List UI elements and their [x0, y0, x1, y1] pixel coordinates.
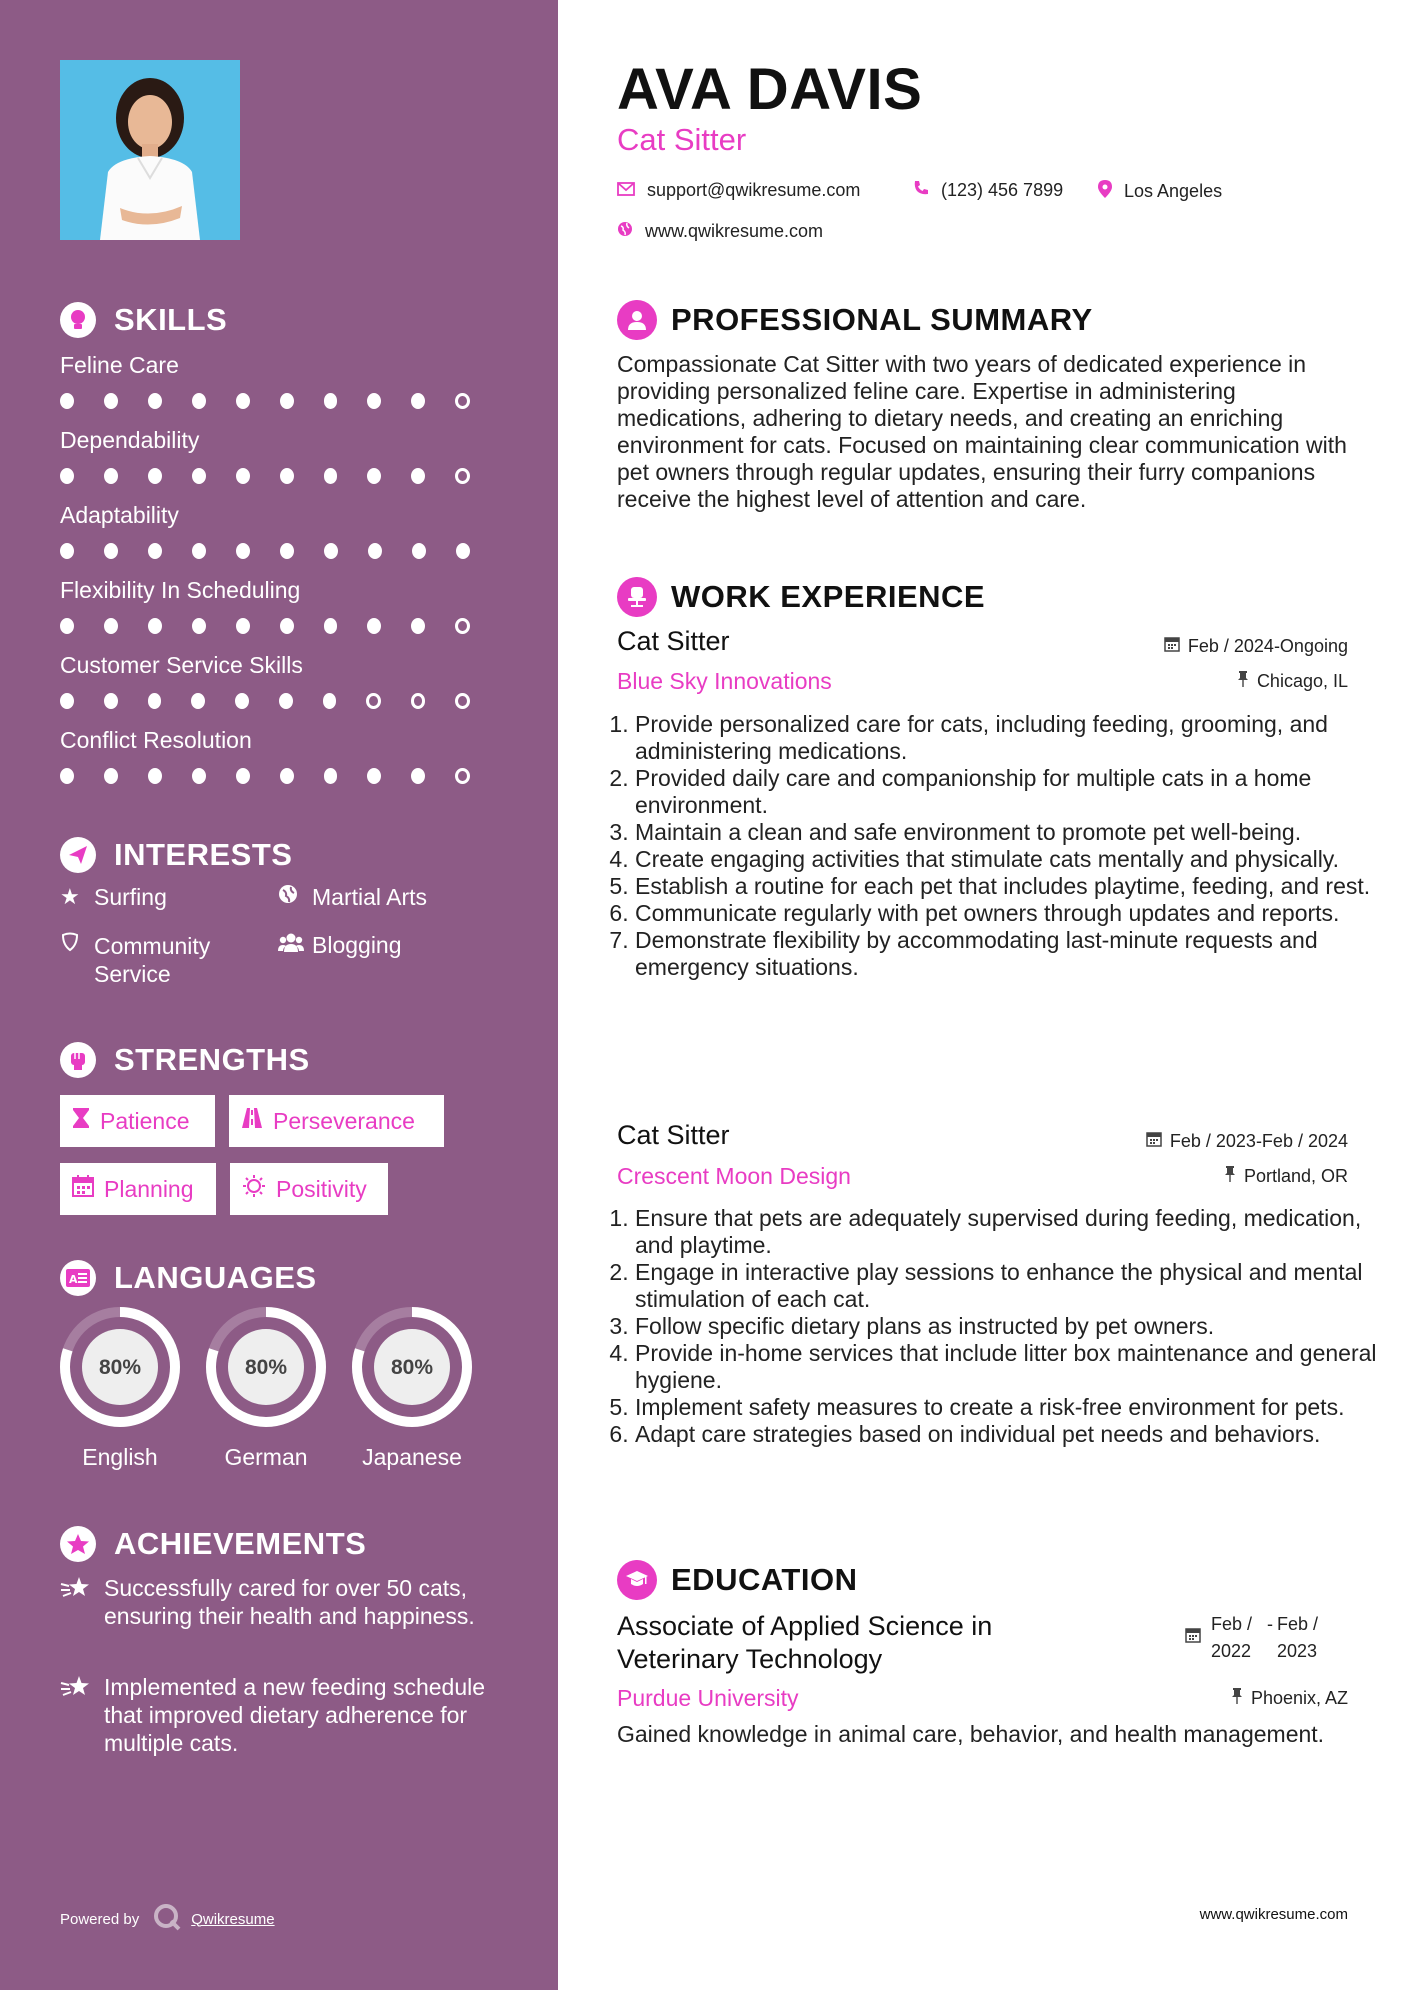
- rating-dot-filled: [412, 543, 426, 559]
- job-bullet: 3. Follow specific dietary plans as instructed by pet owners.: [635, 1313, 1377, 1340]
- strength-chip-perseverance: Perseverance: [229, 1095, 444, 1147]
- job-location: Portland, OR: [1224, 1166, 1348, 1187]
- education-school: Purdue University: [617, 1685, 799, 1711]
- rating-dot-filled: [411, 618, 425, 634]
- rating-dot-filled: [148, 468, 162, 484]
- star-icon: ★: [60, 884, 80, 909]
- job-bullet: 2. Provided daily care and companionship for multiple cats in a home environment.: [635, 765, 1377, 819]
- job-bullet: 5. Establish a routine for each pet that includes playtime, feeding, and rest.: [635, 873, 1377, 900]
- rating-dot-filled: [60, 543, 74, 559]
- experience-heading: WORK EXPERIENCE: [617, 577, 985, 617]
- rating-dot-filled: [367, 468, 381, 484]
- interest-item: Blogging: [278, 932, 402, 960]
- rating-dot-filled: [104, 768, 118, 784]
- rating-dot-filled: [104, 693, 118, 709]
- globe-icon: [278, 884, 304, 911]
- pushpin-icon: [1224, 1166, 1236, 1187]
- education-heading: EDUCATION: [617, 1560, 857, 1600]
- rating-dot-filled: [148, 393, 162, 409]
- skill-item: [60, 652, 500, 709]
- skill-rating: [60, 393, 500, 409]
- rating-dot-filled: [235, 693, 249, 709]
- rating-dot-filled: [236, 543, 250, 559]
- rating-dot-filled: [192, 543, 206, 559]
- rating-dot-filled: [60, 768, 74, 784]
- rating-dot-filled: [60, 693, 74, 709]
- job-bullet: 7. Demonstrate flexibility by accommodating last-minute requests and emergency situations.: [635, 927, 1377, 981]
- shooting-star-icon: [60, 1574, 104, 1630]
- skill-item: [60, 427, 500, 484]
- summary-heading: PROFESSIONAL SUMMARY: [617, 300, 1093, 340]
- rating-dot-filled: [279, 693, 293, 709]
- rating-dot-empty: [455, 393, 470, 409]
- rating-dot-filled: [323, 693, 337, 709]
- job-bullet: 5. Implement safety measures to create a risk-free environment for pets.: [635, 1394, 1377, 1421]
- education-description: Gained knowledge in animal care, behavior, and health management.: [617, 1721, 1325, 1747]
- interests-heading: INTERESTS: [60, 837, 292, 873]
- language-name: English: [82, 1444, 158, 1470]
- job-title: Cat Sitter: [617, 626, 730, 656]
- job-bullet: 1. Ensure that pets are adequately supervised during feeding, medication, and playtime.: [635, 1205, 1377, 1259]
- rating-dot-filled: [236, 618, 250, 634]
- rating-dot-empty: [455, 693, 470, 709]
- interest-item: Martial Arts: [278, 884, 427, 911]
- interest-item: ★ Surfing: [60, 884, 167, 910]
- achievements-heading: ACHIEVEMENTS: [60, 1526, 366, 1562]
- contact-email: [617, 180, 860, 201]
- language-progress-ring: [204, 1305, 328, 1429]
- hourglass-icon: [72, 1107, 90, 1135]
- rating-dot-filled: [368, 543, 382, 559]
- rating-dot-empty: [455, 468, 470, 484]
- job-bullet: 4. Provide in-home services that include litter box maintenance and general hygiene.: [635, 1340, 1377, 1394]
- chair-icon: [617, 577, 657, 617]
- lightbulb-icon: [60, 302, 96, 338]
- qwikresume-link[interactable]: Qwikresume: [191, 1910, 275, 1928]
- globe-icon: [617, 221, 633, 242]
- rating-dot-filled: [104, 618, 118, 634]
- achievement-item: Implemented a new feeding schedule that improved dietary adherence for multiple cats.: [60, 1673, 490, 1757]
- rating-dot-filled: [104, 393, 118, 409]
- calendar-icon: [1164, 636, 1180, 657]
- job-bullet: 1. Provide personalized care for cats, including feeding, grooming, and administering medications.: [635, 711, 1377, 765]
- job-date: Feb / 2023-Feb / 2024: [1146, 1131, 1348, 1152]
- rating-dot-filled: [191, 693, 205, 709]
- rating-dot-empty: [411, 693, 426, 709]
- skill-name: Conflict Resolution: [60, 727, 252, 753]
- fist-icon: [60, 1042, 96, 1078]
- skill-rating: [60, 618, 500, 634]
- star-badge-icon: [60, 1526, 96, 1562]
- language-percent: 80%: [390, 1356, 434, 1379]
- language-name: Japanese: [362, 1444, 462, 1470]
- job-bullet: 2. Engage in interactive play sessions to enhance the physical and mental stimulation of each cat.: [635, 1259, 1377, 1313]
- job-bullets: [609, 711, 1377, 981]
- skill-name: Adaptability: [60, 502, 179, 528]
- sidebar: [0, 0, 558, 1990]
- rating-dot-filled: [280, 393, 294, 409]
- skill-rating: [60, 468, 500, 484]
- graduation-cap-icon: [617, 1560, 657, 1600]
- language-progress-ring: [350, 1305, 474, 1429]
- language-item: [204, 1305, 328, 1471]
- skill-rating: [60, 693, 500, 709]
- job-company: Blue Sky Innovations: [617, 668, 832, 694]
- rating-dot-filled: [60, 618, 74, 634]
- rating-dot-filled: [192, 618, 206, 634]
- rating-dot-filled: [192, 768, 206, 784]
- rating-dot-filled: [148, 543, 162, 559]
- rating-dot-filled: [280, 768, 294, 784]
- rating-dot-filled: [411, 393, 425, 409]
- language-item: [58, 1305, 182, 1471]
- skill-name: Customer Service Skills: [60, 652, 303, 678]
- rating-dot-filled: [148, 693, 162, 709]
- job-bullets: [609, 1205, 1377, 1448]
- contact-location: Los Angeles: [1098, 180, 1222, 203]
- language-name: German: [224, 1444, 308, 1470]
- job-date: Feb / 2024-Ongoing: [1164, 636, 1348, 657]
- education-location: Phoenix, AZ: [1231, 1688, 1348, 1709]
- sun-icon: [242, 1174, 266, 1204]
- education-degree: Associate of Applied Science in Veterinary Technology: [617, 1611, 993, 1674]
- pushpin-icon: [1237, 671, 1249, 692]
- skills-heading: SKILLS: [60, 302, 227, 338]
- rating-dot-filled: [148, 768, 162, 784]
- users-icon: [278, 932, 304, 960]
- rating-dot-filled: [411, 768, 425, 784]
- rating-dot-filled: [324, 468, 338, 484]
- rating-dot-filled: [324, 618, 338, 634]
- language-percent: 80%: [98, 1356, 142, 1379]
- rating-dot-filled: [280, 468, 294, 484]
- date-separator: -: [1267, 1614, 1273, 1634]
- strengths-heading: STRENGTHS: [60, 1042, 310, 1078]
- candidate-title: Cat Sitter: [617, 122, 747, 157]
- skill-item: [60, 352, 500, 409]
- rating-dot-filled: [367, 618, 381, 634]
- language-icon: [60, 1260, 96, 1296]
- skill-item: [60, 727, 500, 784]
- map-pin-icon: [1098, 180, 1112, 203]
- footer-url[interactable]: www.qwikresume.com: [1199, 1906, 1348, 1923]
- language-item: [350, 1305, 474, 1471]
- rating-dot-filled: [104, 468, 118, 484]
- rating-dot-filled: [367, 768, 381, 784]
- skill-item: [60, 577, 500, 634]
- rating-dot-filled: [236, 468, 250, 484]
- skill-item: [60, 502, 500, 559]
- rating-dot-filled: [236, 768, 250, 784]
- svg-text:A: A: [69, 1273, 78, 1286]
- email-link[interactable]: support@qwikresume.com: [647, 180, 861, 200]
- user-icon: [617, 300, 657, 340]
- rating-dot-filled: [411, 468, 425, 484]
- calendar-icon: [1146, 1131, 1162, 1152]
- rating-dot-empty: [455, 768, 470, 784]
- job-bullet: 6. Adapt care strategies based on individual pet needs and behaviors.: [635, 1421, 1377, 1448]
- language-progress-ring: [58, 1305, 182, 1429]
- rating-dot-filled: [367, 393, 381, 409]
- candidate-name: AVA DAVIS: [617, 57, 923, 122]
- strength-chip-positivity: Positivity: [230, 1163, 388, 1215]
- qwikresume-logo-icon: [153, 1903, 181, 1935]
- skill-name: Feline Care: [60, 352, 179, 378]
- job-bullet: 4. Create engaging activities that stimulate cats mentally and physically.: [635, 846, 1377, 873]
- calendar-icon: [1185, 1625, 1201, 1665]
- job-company: Crescent Moon Design: [617, 1163, 851, 1189]
- skill-name: Dependability: [60, 427, 200, 453]
- rating-dot-filled: [104, 543, 118, 559]
- shield-icon: [60, 932, 86, 988]
- job-location: Chicago, IL: [1237, 671, 1348, 692]
- rating-dot-filled: [236, 393, 250, 409]
- skill-rating: [60, 543, 500, 559]
- shooting-star-icon: [60, 1673, 104, 1757]
- education-date: Feb / 2022 - Feb / 2023: [1185, 1611, 1323, 1665]
- powered-by: Powered by Qwikresume: [60, 1903, 275, 1935]
- contact-website: [617, 221, 823, 242]
- website-link[interactable]: www.qwikresume.com: [645, 221, 824, 241]
- rating-dot-filled: [60, 393, 74, 409]
- rating-dot-filled: [324, 543, 338, 559]
- job-bullet: 3. Maintain a clean and safe environment to promote pet well-being.: [635, 819, 1377, 846]
- rating-dot-filled: [60, 468, 74, 484]
- rating-dot-empty: [366, 693, 381, 709]
- rating-dot-filled: [148, 618, 162, 634]
- rating-dot-filled: [280, 618, 294, 634]
- rating-dot-filled: [192, 468, 206, 484]
- job-bullet: 6. Communicate regularly with pet owners through updates and reports.: [635, 900, 1377, 927]
- interest-item: Community Service: [60, 932, 280, 988]
- contact-phone: (123) 456 7899: [913, 180, 1063, 201]
- strength-chip-planning: Planning: [60, 1163, 216, 1215]
- phone-icon: [913, 180, 929, 201]
- envelope-icon: [617, 181, 635, 201]
- rating-dot-filled: [192, 393, 206, 409]
- skill-name: Flexibility In Scheduling: [60, 577, 301, 603]
- road-icon: [241, 1108, 263, 1134]
- rating-dot-filled: [324, 393, 338, 409]
- rating-dot-filled: [456, 543, 470, 559]
- strength-chip-patience: Patience: [60, 1095, 215, 1147]
- profile-photo: [60, 60, 240, 240]
- pushpin-icon: [1231, 1688, 1243, 1709]
- language-percent: 80%: [244, 1356, 288, 1379]
- rating-dot-filled: [280, 543, 294, 559]
- paper-plane-icon: [60, 837, 96, 873]
- languages-heading: A LANGUAGES: [60, 1260, 317, 1296]
- calendar-icon: [72, 1175, 94, 1203]
- achievement-item: Successfully cared for over 50 cats, ensuring their health and happiness.: [60, 1574, 490, 1630]
- job-title: Cat Sitter: [617, 1120, 730, 1150]
- rating-dot-empty: [455, 618, 470, 634]
- rating-dot-filled: [324, 768, 338, 784]
- skill-rating: [60, 768, 500, 784]
- summary-text: Compassionate Cat Sitter with two years of dedicated experience in providing personalized feline care. Expertise in administering medications, adhering to dietary needs, and creating an enriching environment for cats. Focused on maintaining clear communication with pet owners through regular updates, ensuring their furry companions receive the highest level of attention and care.: [617, 351, 1347, 512]
